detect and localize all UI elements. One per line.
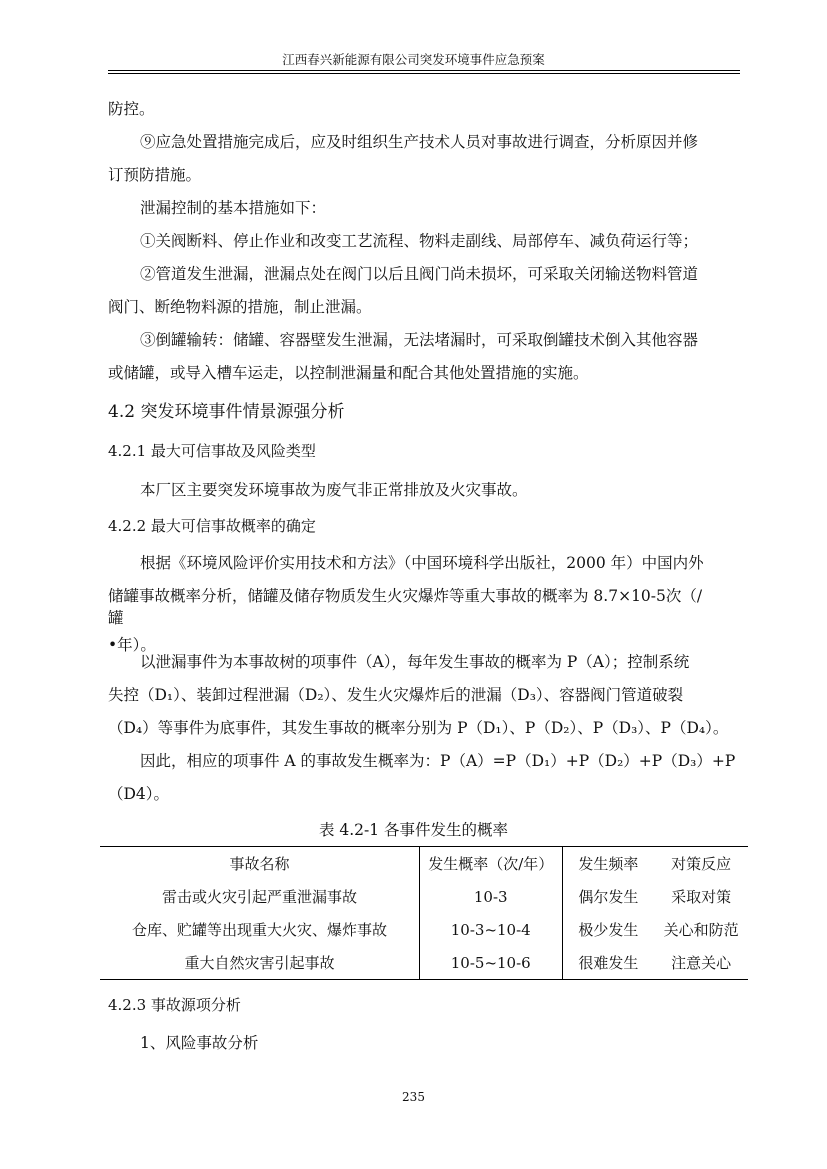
probability-table [100, 846, 748, 980]
table-cell: 雷击或火灾引起严重泄漏事故 [100, 880, 419, 913]
header-rule [108, 70, 740, 71]
table-row [100, 880, 748, 913]
paragraph-line: 订预防措施。 [108, 166, 202, 184]
paragraph-line: 以泄漏事件为本事故树的项事件（A），每年发生事故的概率为 P（A）；控制系统 [140, 653, 690, 671]
paragraph-line: 因此，相应的项事件 A 的事故发生概率为：P（A）=P（D₁）+P（D₂）+P（D₃）+P [140, 752, 736, 770]
table-header-row [100, 847, 748, 881]
table-row [100, 913, 748, 946]
table-header-cell: 事故名称 [100, 847, 419, 881]
section-heading-4-2-3: 4.2.3 事故源项分析 [108, 996, 241, 1014]
section-heading-4-2-2: 4.2.2 最大可信事故概率的确定 [108, 517, 316, 535]
header-rule-thin [108, 73, 740, 74]
table-row [100, 946, 748, 980]
page-number: 235 [402, 1090, 425, 1104]
paragraph-line: ①关阀断料、停止作业和改变工艺流程、物料走副线、局部停车、减负荷运行等； [140, 232, 699, 250]
table-header-cell: 发生频率 [562, 847, 654, 881]
table-cell: 采取对策 [671, 888, 732, 906]
paragraph-line: （D4）。 [108, 785, 170, 803]
table-cell: 注意关心 [654, 946, 748, 980]
table-header-cell: 发生概率（次/年） [419, 847, 562, 881]
paragraph-line: 本厂区主要突发环境事故为废气非正常排放及火灾事故。 [140, 481, 528, 499]
table-cell: 10-3~10-4 [419, 913, 562, 946]
table-cell: 仓库、贮罐等出现重大火灾、爆炸事故 [100, 913, 419, 946]
page-header: 江西春兴新能源有限公司突发环境事件应急预案 [282, 52, 545, 67]
table-header-cell: 对策反应 [654, 847, 748, 881]
paragraph-line: ②管道发生泄漏，泄漏点处在阀门以后且阀门尚未损坏，可采取关闭输送物料管道 [140, 265, 699, 283]
table-cell: 10-5~10-6 [419, 946, 562, 980]
paragraph-line: 失控（D₁）、装卸过程泄漏（D₂）、发生火灾爆炸后的泄漏（D₃）、容器阀门管道破裂 [108, 686, 684, 704]
table-cell: 10-3 [419, 880, 562, 913]
paragraph-line: ③倒罐输转：储罐、容器壁发生泄漏，无法堵漏时，可采取倒罐技术倒入其他容器 [140, 331, 699, 349]
paragraph-line: 或储罐，或导入槽车运走，以控制泄漏量和配合其他处置措施的实施。 [108, 364, 589, 382]
table-caption: 表 4.2-1 各事件发生的概率 [318, 821, 509, 839]
paragraph-line: ⑨应急处置措施完成后，应及时组织生产技术人员对事故进行调查，分析原因并修 [140, 133, 699, 151]
paragraph-line: 储罐事故概率分析，储罐及储存物质发生火灾爆炸等重大事故的概率为 8.7×10-5次（/ [108, 587, 703, 605]
paragraph-line: 阀门、断绝物料源的措施，制止泄漏。 [108, 298, 372, 316]
table-cell: 很难发生 [562, 946, 654, 980]
paragraph-line: 泄漏控制的基本措施如下： [140, 199, 327, 217]
paragraph-line: 根据《环境风险评价实用技术和方法》（中国环境科学出版社，2000 年）中国内外 [140, 554, 704, 572]
section-heading-4-2: 4.2 突发环境事件情景源强分析 [108, 402, 345, 422]
paragraph-line: •年）。 [108, 636, 156, 654]
table-cell: 偶尔发生 [578, 888, 639, 906]
table-cell: 重大自然灾害引起事故 [100, 946, 419, 980]
paragraph-line: 罐 [108, 609, 124, 627]
paragraph-line: 1、风险事故分析 [140, 1034, 259, 1052]
section-heading-4-2-1: 4.2.1 最大可信事故及风险类型 [108, 442, 316, 460]
paragraph-line: （D₄）等事件为底事件，其发生事故的概率分别为 P（D₁）、P（D₂）、P（D₃）、P（D₄）。 [108, 719, 729, 737]
table-cell: 关心和防范 [663, 921, 739, 939]
table-cell: 极少发生 [578, 921, 639, 939]
paragraph-line: 防控。 [108, 100, 155, 118]
